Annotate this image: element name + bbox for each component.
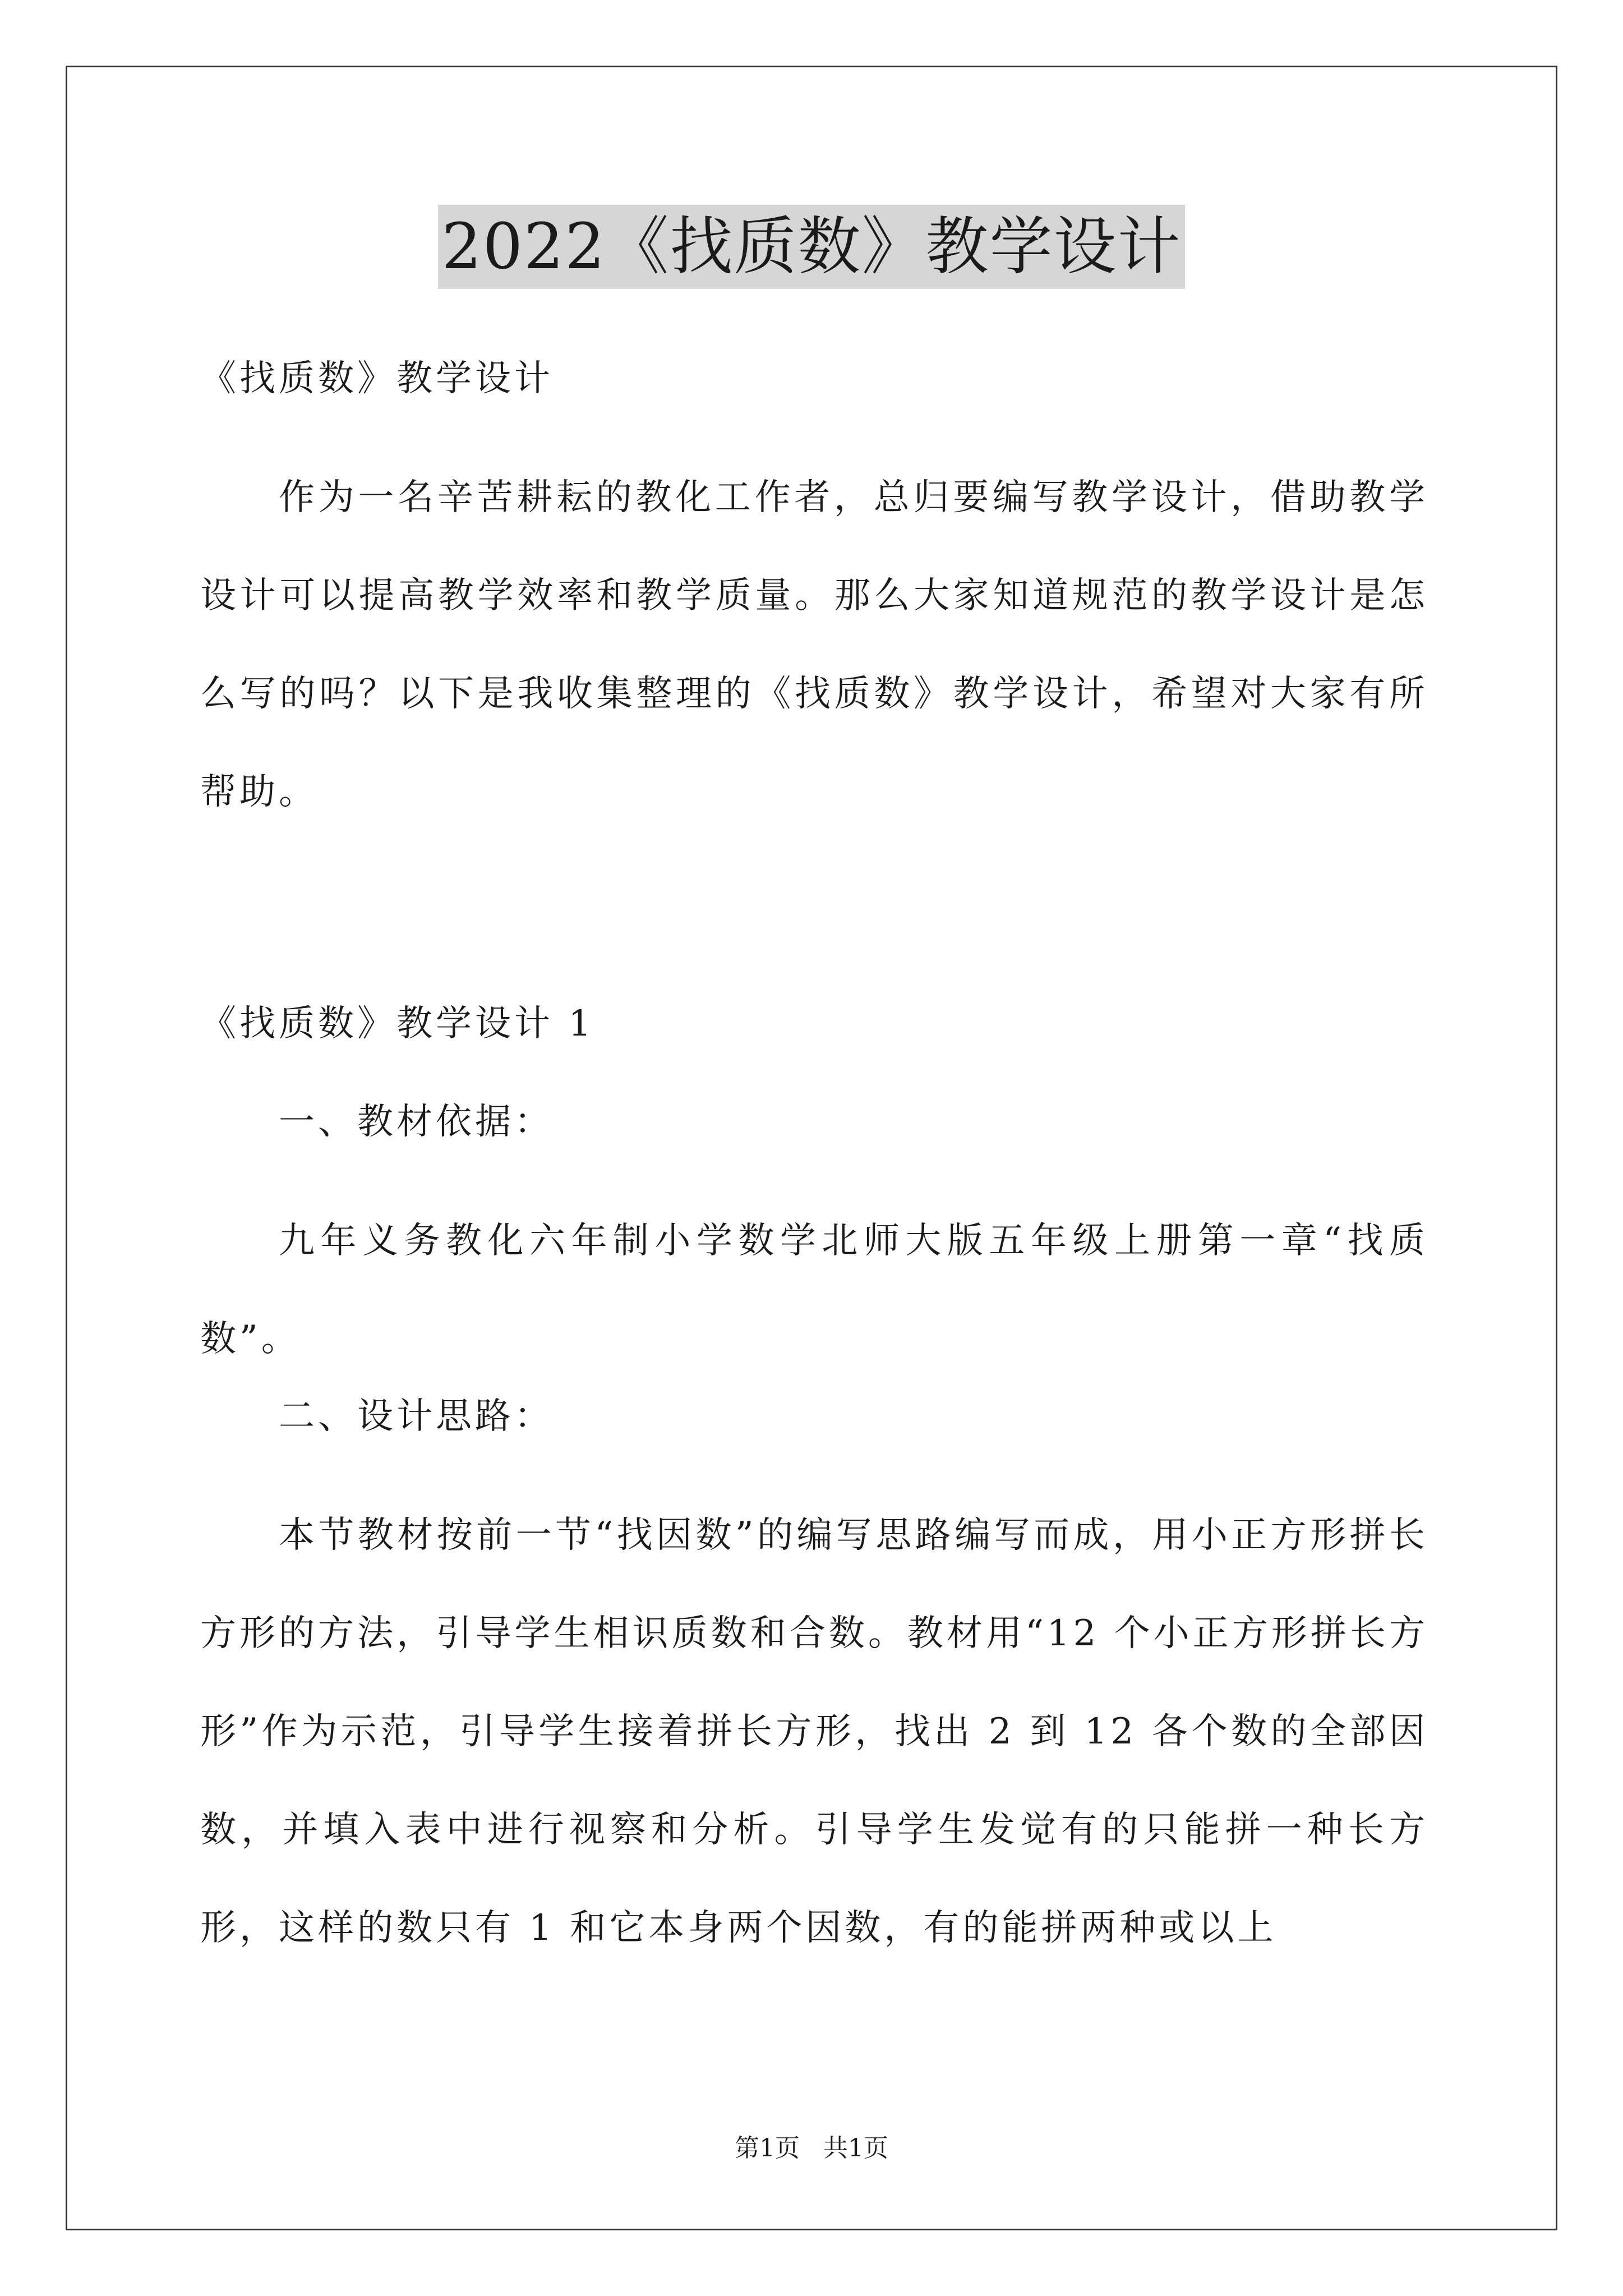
title-container — [0, 205, 1623, 289]
document-title: 2022《找质数》教学设计 — [438, 205, 1184, 289]
part-heading-2: 二、设计思路： — [279, 1396, 554, 1437]
part-heading-1: 一、教材依据： — [279, 1101, 554, 1143]
document-subtitle: 《找质数》教学设计 — [200, 358, 554, 399]
page-footer: 第1页 共1页 — [735, 2134, 888, 2162]
part-body-1: 九年义务教化六年制小学数学北师大版五年级上册第一章“找质数”。 — [200, 1220, 1428, 1360]
part-body-2: 本节教材按前一节“找因数”的编写思路编写而成，用小正方形拼长方形的方法，引导学生相识质数和合数。教材用“12 个小正方形拼长方形”作为示范，引导学生接着拼长方形，找出 2 到 12 各个数的全部因数，并填入表中进行视察和分析。引导学生发觉有的只能拼一种长方形，这样的数只有 1 和它本身两个因数，有的能拼两种或以上 — [200, 1515, 1428, 1949]
section-heading-1: 《找质数》教学设计 1 — [200, 1003, 595, 1045]
intro-paragraph: 作为一名辛苦耕耘的教化工作者，总归要编写教学设计，借助教学设计可以提高教学效率和教学质量。那么大家知道规范的教学设计是怎么写的吗？以下是我收集整理的《找质数》教学设计，希望对大家有所帮助。 — [200, 477, 1428, 813]
